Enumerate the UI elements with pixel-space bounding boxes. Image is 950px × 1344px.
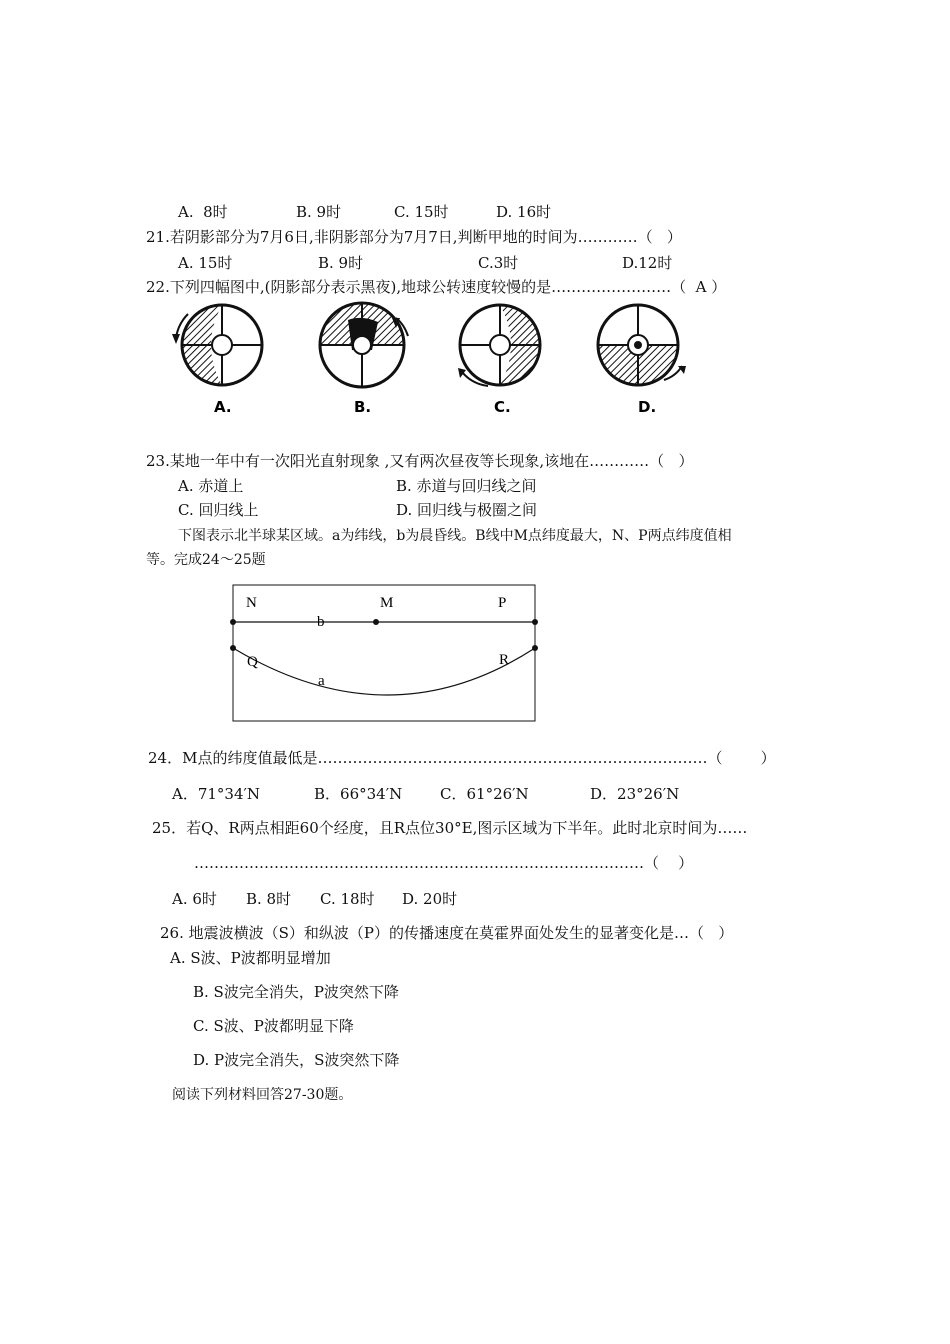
earth-figure-b (320, 303, 408, 387)
point-q (230, 645, 236, 651)
q20-option-c: C. 15时 (394, 203, 449, 221)
intro-line-1: 下图表示北半球某区域。a为纬线，b为晨昏线。B线中M点纬度最大，N、P两点纬度值相 (178, 528, 732, 544)
earth-figure-d (598, 305, 686, 385)
label-q: Q (247, 654, 258, 670)
label-n: N (246, 595, 257, 611)
label-b: b (317, 614, 325, 630)
earth-figure-a (172, 305, 262, 385)
point-m (373, 619, 379, 625)
q25-stem-continued: ………………………………………………………………………………（ ） (194, 854, 694, 872)
q26-option-b: B. S波完全消失，P波突然下降 (193, 983, 399, 1001)
label-m: M (380, 595, 394, 611)
point-p (532, 619, 538, 625)
q23-option-c: C. 回归线上 (178, 501, 259, 519)
q21-option-d: D.12时 (622, 254, 673, 272)
point-n (230, 619, 236, 625)
q25-option-d: D. 20时 (402, 890, 458, 908)
q26-option-c: C. S波、P波都明显下降 (193, 1017, 354, 1035)
intro-line-2: 等。完成24～25题 (146, 552, 266, 568)
q22-stem: 22.下列四幅图中,(阴影部分表示黑夜),地球公转速度较慢的是……………………（ A ） (146, 278, 727, 296)
q21-stem: 21.若阴影部分为7月6日,非阴影部分为7月7日,判断甲地的时间为…………（ ） (146, 228, 682, 246)
q25-option-a: A. 6时 (172, 890, 217, 908)
caption-c: C. (494, 398, 511, 416)
q23-stem: 23.某地一年中有一次阳光直射现象 ,又有两次昼夜等长现象,该地在…………（ ） (146, 452, 694, 470)
q24-option-a: A．71°34′N (172, 785, 261, 803)
q26-stem: 26. 地震波横波（S）和纵波（P）的传播速度在莫霍界面处发生的显著变化是…（ ） (160, 924, 734, 942)
q26-option-d: D. P波完全消失，S波突然下降 (193, 1051, 400, 1069)
q24-option-d: D．23°26′N (590, 785, 680, 803)
q20-option-b: B. 9时 (296, 203, 342, 221)
q24-stem: 24．M点的纬度值最低是……………………………………………………………………（ ） (148, 749, 776, 767)
caption-d: D. (638, 398, 657, 416)
q23-option-d: D. 回归线与极圈之间 (396, 501, 538, 519)
reading-prompt: 阅读下列材料回答27-30题。 (172, 1087, 353, 1103)
q23-option-b: B. 赤道与回归线之间 (396, 477, 537, 495)
q21-option-a: A. 15时 (178, 254, 233, 272)
caption-a: A. (214, 398, 232, 416)
line-a (233, 648, 535, 695)
q20-option-a: A. 8时 (178, 203, 228, 221)
earth-figure-c (458, 305, 540, 386)
region-diagram (230, 585, 538, 721)
q25-stem: 25．若Q、R两点相距60个经度，且R点位30°E,图示区域为下半年。此时北京时间为…… (152, 819, 748, 837)
q24-option-b: B．66°34′N (314, 785, 403, 803)
q21-option-b: B. 9时 (318, 254, 364, 272)
q20-option-d: D. 16时 (496, 203, 552, 221)
q24-option-c: C．61°26′N (440, 785, 529, 803)
label-a: a (318, 673, 325, 689)
q23-option-a: A. 赤道上 (178, 477, 244, 495)
label-r: R (499, 652, 510, 668)
q26-option-a: A. S波、P波都明显增加 (170, 949, 331, 967)
label-p: P (498, 595, 507, 611)
caption-b: B. (354, 398, 372, 416)
point-r (532, 645, 538, 651)
q25-option-b: B. 8时 (246, 890, 292, 908)
q21-option-c: C.3时 (478, 254, 519, 272)
q25-option-c: C. 18时 (320, 890, 375, 908)
orbit-arrow-c (462, 372, 488, 386)
